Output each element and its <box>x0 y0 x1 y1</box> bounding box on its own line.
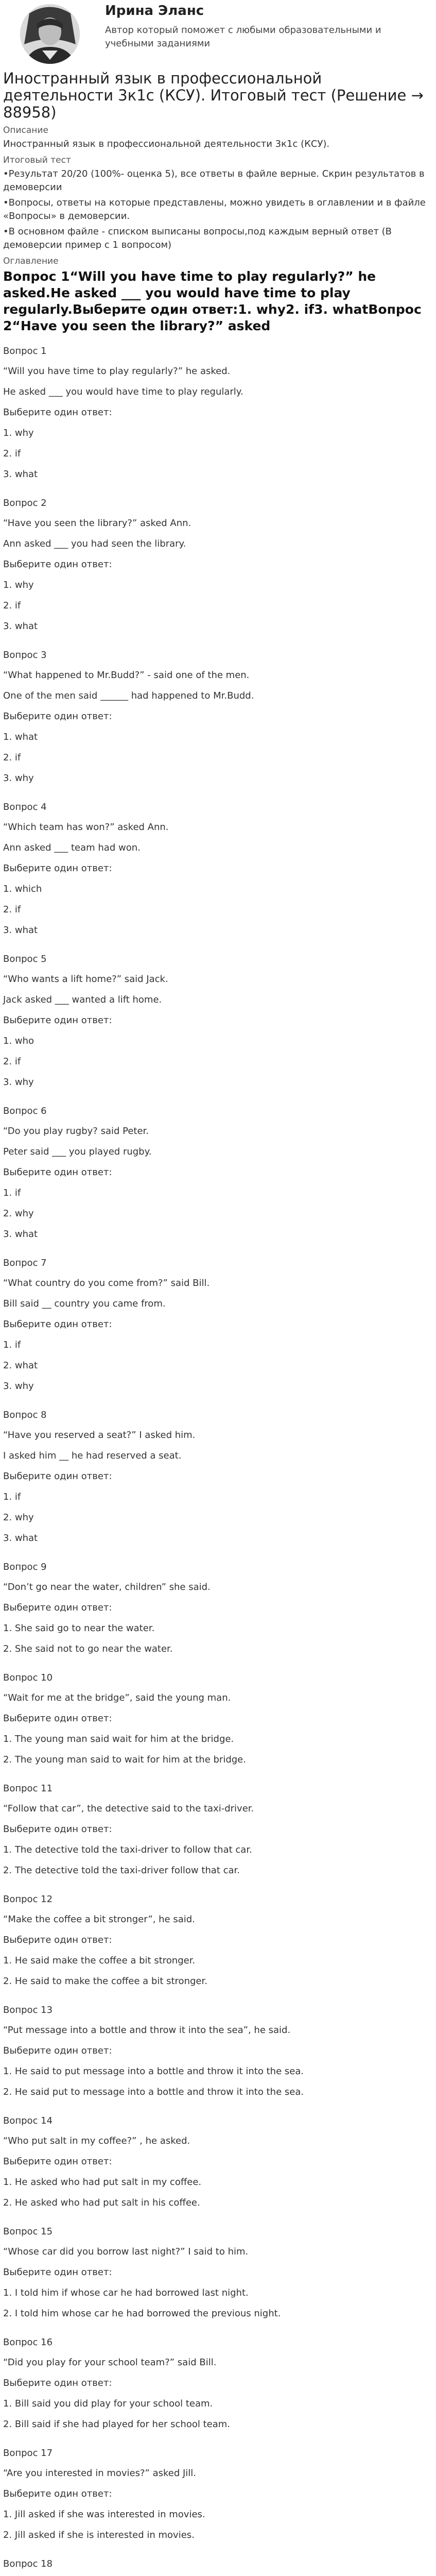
question-text: Ann asked ___ team had won. <box>3 842 141 853</box>
question-text: Peter said ___ you played rugby. <box>3 1146 152 1157</box>
question-number: Вопрос 6 <box>3 1106 47 1116</box>
question-text: “Are you interested in movies?” asked Jill. <box>3 2468 197 2479</box>
questions-list <box>3 346 433 2576</box>
author-avatar[interactable] <box>6 3 94 65</box>
question-text: I asked him __ he had reserved a seat. <box>3 1450 182 1461</box>
question-text: Bill said __ country you came from. <box>3 1298 166 1309</box>
choose-one-label: Выберите один ответ: <box>3 2156 112 2167</box>
question-number: Вопрос 12 <box>3 1894 53 1905</box>
choose-one-label: Выберите один ответ: <box>3 2378 112 2388</box>
question-number: Вопрос 15 <box>3 2226 53 2237</box>
answer-option: 2. if <box>3 752 21 763</box>
choose-one-label: Выберите один ответ: <box>3 1602 112 1613</box>
question-block <box>3 1894 433 1987</box>
answer-option: 2. She said not to go near the water. <box>3 1643 173 1654</box>
answer-option: 1. I told him if whose car he had borrowed last night. <box>3 2287 249 2298</box>
question-block <box>3 1258 433 1392</box>
answer-option: 2. if <box>3 448 21 459</box>
answer-option: 1. She said go to near the water. <box>3 1623 155 1634</box>
author-header <box>3 0 433 68</box>
answer-option: 1. what <box>3 732 38 742</box>
answer-option: 2. The detective told the taxi-driver follow that car. <box>3 1865 240 1876</box>
question-block <box>3 2226 433 2319</box>
question-number: Вопрос 16 <box>3 2337 53 2348</box>
choose-one-label: Выберите один ответ: <box>3 1935 112 1945</box>
question-text: “Who wants a lift home?” said Jack. <box>3 974 168 985</box>
choose-one-label: Выберите один ответ: <box>3 1167 112 1178</box>
answer-option: 3. what <box>3 621 38 632</box>
answer-option: 1. He asked who had put salt in my coffee. <box>3 2177 202 2188</box>
answer-option: 2. why <box>3 1208 34 1219</box>
question-number: Вопрос 18 <box>3 2558 53 2569</box>
question-block <box>3 650 433 784</box>
answer-option: 2. if <box>3 904 21 915</box>
answer-option: 1. if <box>3 1492 21 1502</box>
choose-one-label: Выберите один ответ: <box>3 407 112 418</box>
question-number: Вопрос 9 <box>3 1562 47 1572</box>
choose-one-label: Выберите один ответ: <box>3 1319 112 1330</box>
question-block <box>3 1106 433 1240</box>
question-block <box>3 2005 433 2098</box>
answer-option: 2. if <box>3 1056 21 1067</box>
question-text: “Did you play for your school team?” said Bill. <box>3 2357 217 2368</box>
description-label: Описание <box>3 125 48 135</box>
question-block <box>3 1562 433 1655</box>
answer-option: 2. Jill asked if she is interested in movies. <box>3 2530 195 2540</box>
answer-option: 3. what <box>3 1229 38 1240</box>
question-number: Вопрос 13 <box>3 2005 53 2015</box>
question-number: Вопрос 10 <box>3 1672 53 1683</box>
choose-one-label: Выберите один ответ: <box>3 2488 112 2499</box>
answer-option: 3. why <box>3 773 34 784</box>
answer-option: 2. I told him whose car he had borrowed the previous night. <box>3 2308 281 2319</box>
question-block <box>3 1783 433 1876</box>
answer-option: 2. He said put to message into a bottle and throw it into the sea. <box>3 2087 304 2097</box>
question-number: Вопрос 17 <box>3 2448 53 2459</box>
answer-option: 3. what <box>3 469 38 480</box>
question-block <box>3 1410 433 1544</box>
question-block <box>3 346 433 480</box>
question-text: “Will you have time to play regularly?” he asked. <box>3 366 231 377</box>
answer-option: 1. which <box>3 884 42 894</box>
page-title: Иностранный язык в профессиональной деятельности 3к1с (КСУ). Итоговый тест (Решение → 88958) <box>3 70 424 121</box>
answer-option: 1. if <box>3 1188 21 1198</box>
choose-one-label: Выберите один ответ: <box>3 1471 112 1482</box>
answer-option: 2. The young man said to wait for him at the bridge. <box>3 1754 246 1765</box>
question-text: Ann asked ___ you had seen the library. <box>3 538 186 549</box>
author-description: Автор который поможет с любыми образовательными и учебными заданиями <box>105 25 381 49</box>
question-text: One of the men said ______ had happened to Mr.Budd. <box>3 690 254 701</box>
question-text: “Have you reserved a seat?” I asked him. <box>3 1430 196 1440</box>
answer-option: 1. He said make the coffee a bit stronger. <box>3 1955 196 1966</box>
question-text: “What country do you come from?” said Bill. <box>3 1278 210 1289</box>
choose-one-label: Выберите один ответ: <box>3 863 112 874</box>
question-block <box>3 2115 433 2209</box>
question-number: Вопрос 7 <box>3 1258 47 1268</box>
answer-option: 1. Bill said you did play for your school team. <box>3 2398 213 2409</box>
answer-option: 2. why <box>3 1512 34 1523</box>
bullet-1: •Результат 20/20 (100%- оценка 5), все ответы в файле верные. Скрин результатов в демоверсии <box>3 168 425 193</box>
answer-option: 2. He said to make the coffee a bit stronger. <box>3 1976 207 1987</box>
question-text: “Put message into a bottle and throw it into the sea”, he said. <box>3 2025 291 2036</box>
author-info <box>94 3 424 50</box>
answer-option: 2. what <box>3 1360 38 1371</box>
question-block <box>3 2448 433 2541</box>
question-text: “Make the coffee a bit stronger”, he said. <box>3 1914 195 1925</box>
question-text: “Who put salt in my coffee?” , he asked. <box>3 2136 190 2146</box>
answer-option: 3. what <box>3 1533 38 1544</box>
question-text: “Have you seen the library?” asked Ann. <box>3 518 191 529</box>
subtitle-label: Итоговый тест <box>3 155 71 165</box>
question-text: “Which team has won?” asked Ann. <box>3 822 169 833</box>
avatar-portrait-icon <box>19 3 81 65</box>
choose-one-label: Выберите один ответ: <box>3 2045 112 2056</box>
question-number: Вопрос 4 <box>3 802 47 812</box>
bullet-3: •В основном файле - списком выписаны вопросы,под каждым верный ответ (В демоверсии пример с 1 вопросом) <box>3 226 392 250</box>
answer-option: 1. if <box>3 1340 21 1350</box>
answer-option: 2. He asked who had put salt in his coffee. <box>3 2197 200 2208</box>
choose-one-label: Выберите один ответ: <box>3 559 112 570</box>
choose-one-label: Выберите один ответ: <box>3 1713 112 1724</box>
question-number: Вопрос 1 <box>3 346 47 357</box>
question-text: Jack asked ___ wanted a lift home. <box>3 994 162 1005</box>
question-text: “What happened to Mr.Budd?” - said one of the men. <box>3 670 250 681</box>
question-text: “Follow that car”, the detective said to the taxi-driver. <box>3 1803 254 1814</box>
choose-one-label: Выберите один ответ: <box>3 2267 112 2278</box>
answer-option: 1. Jill asked if she was interested in movies. <box>3 2509 205 2520</box>
bullet-2: •Вопросы, ответы на которые представлены, можно увидеть в оглавлении и в файле «Вопросы» в демоверсии. <box>3 197 426 222</box>
question-text: “Whose car did you borrow last night?” I said to him. <box>3 2246 249 2257</box>
question-block <box>3 498 433 632</box>
question-text: “Don’t go near the water, children” she said. <box>3 1582 211 1592</box>
question-block <box>3 954 433 1088</box>
answer-option: 3. what <box>3 925 38 936</box>
answer-option: 1. who <box>3 1036 34 1046</box>
question-block <box>3 1672 433 1766</box>
choose-one-label: Выберите один ответ: <box>3 711 112 722</box>
answer-option: 1. why <box>3 428 34 438</box>
question-text: He asked ___ you would have time to play regularly. <box>3 386 243 397</box>
question-block <box>3 2337 433 2430</box>
choose-one-label: Выберите один ответ: <box>3 1824 112 1835</box>
answer-option: 3. why <box>3 1381 34 1392</box>
question-block <box>3 2558 433 2576</box>
description-text: Иностранный язык в профессиональной деятельности 3к1с (КСУ). <box>3 139 330 149</box>
answer-option: 3. why <box>3 1077 34 1088</box>
question-number: Вопрос 5 <box>3 954 47 964</box>
contents-text: Вопрос 1“Will you have time to play regularly?” he asked.He asked ___ you would have time to play regularly.Выберите один ответ:1. why2. if3. whatВопрос 2“Have you seen the library?” asked <box>3 269 422 333</box>
question-block <box>3 802 433 936</box>
answer-option: 1. why <box>3 580 34 590</box>
answer-option: 1. The detective told the taxi-driver to follow that car. <box>3 1844 252 1855</box>
answer-option: 2. if <box>3 600 21 611</box>
author-name[interactable]: Ирина Эланс <box>105 3 204 19</box>
choose-one-label: Выберите один ответ: <box>3 1015 112 1026</box>
question-text: “Wait for me at the bridge”, said the young man. <box>3 1692 231 1703</box>
question-number: Вопрос 14 <box>3 2115 53 2126</box>
answer-option: 2. Bill said if she had played for her school team. <box>3 2419 231 2430</box>
question-number: Вопрос 3 <box>3 650 47 660</box>
answer-option: 1. He said to put message into a bottle and throw it into the sea. <box>3 2066 304 2077</box>
question-text: “Do you play rugby? said Peter. <box>3 1126 149 1137</box>
question-number: Вопрос 2 <box>3 498 47 509</box>
question-number: Вопрос 11 <box>3 1783 53 1794</box>
question-number: Вопрос 8 <box>3 1410 47 1420</box>
contents-label: Оглавление <box>3 256 59 266</box>
answer-option: 1. The young man said wait for him at the bridge. <box>3 1734 234 1744</box>
